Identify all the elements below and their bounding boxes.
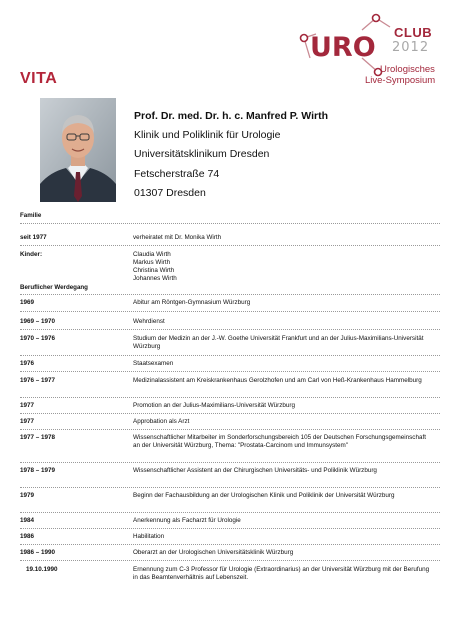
contact-block bbox=[134, 107, 328, 203]
section-career-label: Beruflicher Werdegang bbox=[20, 284, 88, 291]
divider bbox=[20, 528, 440, 529]
career-entry bbox=[20, 492, 440, 510]
entry-year: 1977 bbox=[20, 418, 35, 425]
entry-text: Beginn der Fachausbildung an der Urologischen Klinik und Poliklinik der Universität Würzburg bbox=[133, 492, 395, 499]
career-entry bbox=[20, 467, 440, 485]
logo-uro-text: URO bbox=[310, 32, 376, 63]
hospital-name: Universitätsklinikum Dresden bbox=[134, 148, 270, 161]
entry-text: Staatsexamen bbox=[133, 360, 174, 367]
entry-year: 1969 – 1970 bbox=[20, 318, 56, 325]
entry-year: 1977 bbox=[20, 402, 35, 409]
career-entry bbox=[20, 549, 440, 558]
divider bbox=[20, 397, 440, 398]
children-list bbox=[133, 251, 433, 283]
row-key: seit 1977 bbox=[20, 234, 47, 241]
logo-year-text: 2012 bbox=[392, 40, 430, 55]
entry-text: Studium der Medizin an der J.-W. Goethe Universität Frankfurt und an der Julius-Maximilians-Universität Würzburg bbox=[133, 335, 424, 350]
divider bbox=[20, 371, 440, 372]
career-entry bbox=[20, 299, 440, 308]
entry-text: Oberarzt an der Urologischen Universitätsklinik Würzburg bbox=[133, 549, 294, 556]
career-entry bbox=[20, 402, 440, 411]
child-name: Markus Wirth bbox=[133, 259, 171, 266]
career-entry bbox=[20, 533, 440, 542]
logo-club-text: CLUB bbox=[394, 25, 433, 40]
divider bbox=[20, 544, 440, 545]
page-title: VITA bbox=[20, 70, 58, 87]
entry-text: Medizinalassistent am Kreiskrankenhaus Gerolzhofen und am Carl von Heß-Krankenhaus Hammelburg bbox=[133, 377, 422, 384]
divider bbox=[20, 487, 440, 488]
career-entry bbox=[20, 517, 440, 526]
divider bbox=[20, 512, 440, 513]
entry-text: Wissenschaftlicher Assistent an der Chirurgischen Universitäts- und Poliklinik Würzburg bbox=[133, 467, 377, 474]
clinic-name: Klinik und Poliklinik für Urologie bbox=[134, 129, 281, 142]
entry-year: 1976 – 1977 bbox=[20, 377, 56, 384]
career-entry bbox=[20, 418, 440, 427]
entry-year: 1986 bbox=[20, 533, 35, 540]
entry-text: Approbation als Arzt bbox=[133, 418, 190, 425]
career-entry bbox=[20, 377, 440, 395]
portrait-photo bbox=[40, 98, 116, 202]
divider bbox=[20, 413, 440, 414]
city-address: 01307 Dresden bbox=[134, 186, 206, 199]
uro-club-logo bbox=[296, 12, 446, 84]
entry-year: 1969 bbox=[20, 299, 35, 306]
divider bbox=[20, 355, 440, 356]
entry-text: Anerkennung als Facharzt für Urologie bbox=[133, 517, 241, 524]
street-address: Fetscherstraße 74 bbox=[134, 167, 220, 180]
row-value: verheiratet mit Dr. Monika Wirth bbox=[133, 234, 222, 241]
entry-text: Habilitation bbox=[133, 533, 165, 540]
divider bbox=[20, 294, 440, 295]
entry-year: 1984 bbox=[20, 517, 35, 524]
family-children-row bbox=[20, 251, 440, 287]
family-married-row bbox=[20, 234, 440, 243]
divider bbox=[20, 223, 440, 224]
entry-year: 1977 – 1978 bbox=[20, 434, 56, 441]
career-entry bbox=[20, 360, 440, 369]
person-name: Prof. Dr. med. Dr. h. c. Manfred P. Wirth bbox=[134, 110, 328, 122]
child-name: Christina Wirth bbox=[133, 267, 175, 274]
entry-text: Promotion an der Julius-Maximilians-Universität Würzburg bbox=[133, 402, 296, 409]
logo-subtitle-2: Live-Symposium bbox=[365, 75, 436, 86]
entry-text: Abitur am Röntgen-Gymnasium Würzburg bbox=[133, 299, 251, 306]
entry-year: 1979 bbox=[20, 492, 35, 499]
row-key: Kinder: bbox=[20, 251, 43, 258]
divider bbox=[20, 560, 440, 561]
entry-text: Ernennung zum C-3 Professor für Urologie (Extraordinarius) an der Universität Würzburg mit der Berufung in das Beamtenverhältnis auf Lebenszeit. bbox=[133, 566, 430, 581]
divider bbox=[20, 462, 440, 463]
entry-year: 1986 – 1990 bbox=[20, 549, 56, 556]
entry-year: 1970 – 1976 bbox=[20, 335, 56, 342]
career-entry bbox=[20, 566, 440, 584]
child-name: Claudia Wirth bbox=[133, 251, 171, 258]
entry-text: Wissenschaftlicher Mitarbeiter im Sonderforschungsbereich 105 der Deutschen Forschungsgemeinschaft an der Universität Würzburg, Thema: "Prostata-Carcinom und Immunsystem" bbox=[133, 434, 426, 449]
logo-subtitle-1: Urologisches bbox=[380, 64, 435, 75]
entry-year: 19.10.1990 bbox=[26, 566, 58, 573]
divider bbox=[20, 329, 440, 330]
section-family-label: Familie bbox=[20, 212, 42, 219]
entry-year: 1978 – 1979 bbox=[20, 467, 56, 474]
career-entry bbox=[20, 434, 440, 460]
divider bbox=[20, 311, 440, 312]
divider bbox=[20, 429, 440, 430]
child-name: Johannes Wirth bbox=[133, 275, 177, 282]
entry-year: 1976 bbox=[20, 360, 35, 367]
career-entry bbox=[20, 318, 440, 327]
divider bbox=[20, 245, 440, 246]
career-entry bbox=[20, 335, 440, 353]
entry-text: Wehrdienst bbox=[133, 318, 165, 325]
